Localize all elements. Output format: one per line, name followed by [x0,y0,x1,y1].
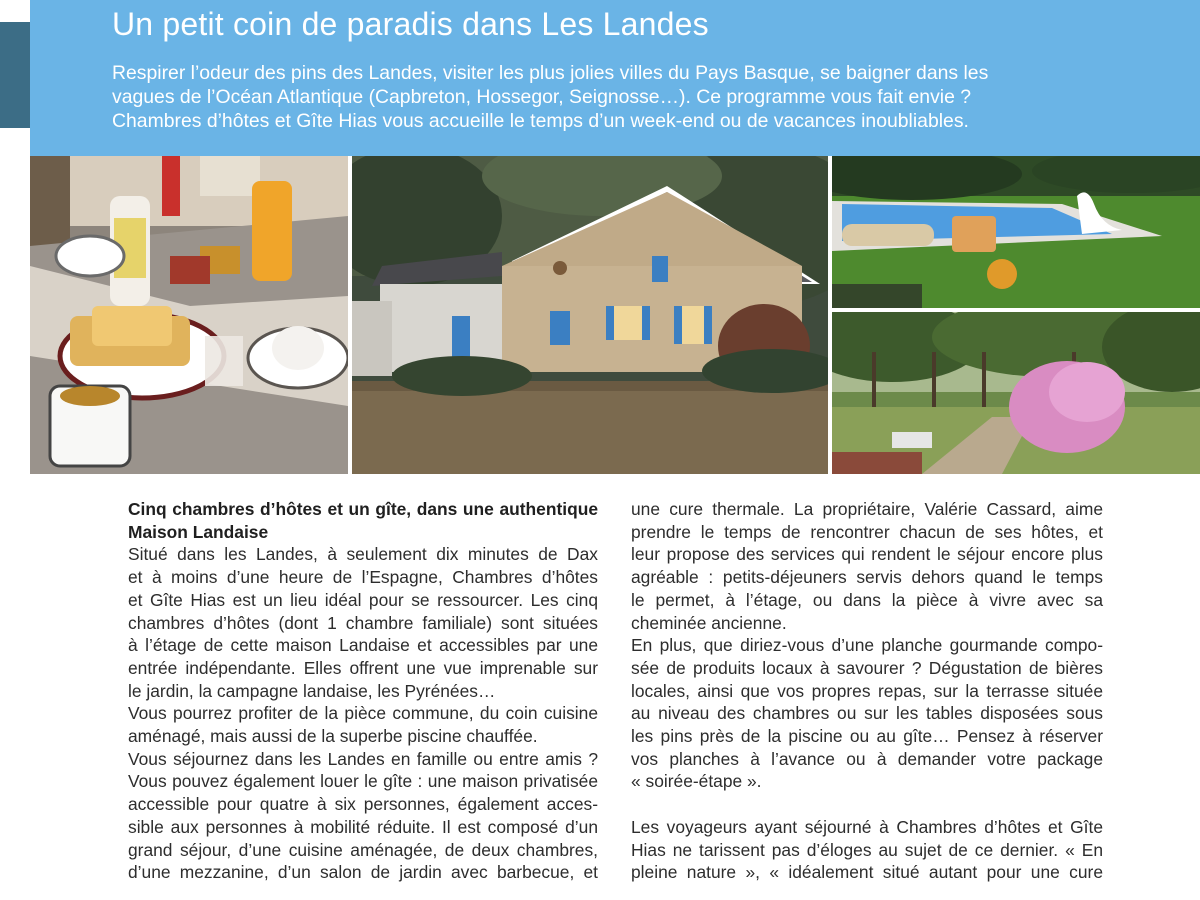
park-trees-photo [832,312,1200,474]
pool-garden-photo [832,156,1200,308]
text-line: « soirée-étape ». [631,771,762,792]
intro-line: Respirer l’odeur des pins des Landes, visiter les plus jolies villes du Pays Basque, se baigner dans les [112,62,989,84]
text-line: Situé dans les Landes, à seulement dix minutes de Dax [128,544,598,565]
left-page-tab [0,22,30,128]
text-line: Les voyageurs ayant séjourné à Chambres d’hôtes et Gîte [631,816,1103,837]
article-heading [128,498,598,543]
text-line: une cure thermale. La propriétaire, Valérie Cassard, aime [631,499,1103,519]
text-line: le permet, à l’étage, ou dans la pièce à vivre avec sa [631,589,1103,610]
article-left-column [128,498,598,884]
intro-paragraph [112,61,1192,133]
text-line: le jardin, la campagne landaise, les Pyrénées… [128,680,496,701]
text-line: Vous pourrez profiter de la pièce commune, du coin cuisine [128,703,598,724]
text-line: grand séjour, d’une cuisine aménagée, de deux chambres, [128,839,598,860]
text-line: d’une mezzanine, d’un salon de jardin avec barbecue, et [128,862,598,883]
text-line: et Gîte Hias est un lieu idéal pour se ressourcer. Les cinq [128,589,598,610]
text-line: leur propose des services qui rendent le séjour encore plus [631,544,1103,565]
breakfast-table-photo [30,156,348,474]
text-line: vos planches à l’avance ou à demander votre package [631,748,1103,769]
text-line: En plus, que diriez-vous d’une planche gourmande compo- [631,635,1103,656]
heading-line: Cinq chambres d’hôtes et un gîte, dans une authentique [128,499,598,519]
text-line: et à moins d’une heure de l’Espagne, Chambres d’hôtes [128,567,598,588]
text-line: aménagé, mais aussi de la superbe piscine chauffée. [128,726,538,747]
text-line: agréable : petits-déjeuners servis dehors quand le temps [631,567,1103,588]
paragraph-gap [631,793,1103,816]
body-paragraph [631,498,1103,884]
text-line: cheminée ancienne. [631,612,787,633]
landes-house-photo [352,156,828,474]
text-line: Hias ne tarissent pas d’éloges au sujet de ce dernier. « En [631,839,1103,860]
title-banner [30,0,1200,156]
text-line: entrée indépendante. Elles offrent une vue imprenable sur [128,657,598,678]
photo-strip [30,156,1200,476]
text-line: prendre le temps de rencontrer chacun de ses hôtes, et [631,521,1103,542]
text-line: pleine nature », « idéalement situé autant pour une cure [631,862,1103,883]
text-line: les pins près de la piscine ou au gîte… Pensez à réserver [631,726,1103,747]
body-paragraph [128,543,598,884]
intro-line: Chambres d’hôtes et Gîte Hias vous accueille le temps d’un week-end ou de vacances inoubliables. [112,110,969,132]
text-line: accessible pour quatre à six personnes, également acces- [128,794,598,815]
intro-line: vagues de l’Océan Atlantique (Capbreton, Hossegor, Seignosse…). Ce programme vous fait envie ? [112,86,972,108]
text-line: au niveau des chambres ou sur les tables disposées sous [631,703,1103,724]
page-title: Un petit coin de paradis dans Les Landes [112,6,709,42]
text-line: Vous pouvez également louer le gîte : une maison privatisée [128,771,598,792]
text-line: sible aux personnes à mobilité réduite. Il est composé d’un [128,816,598,837]
text-line: sée de produits locaux à savourer ? Dégustation de bières [631,657,1103,678]
text-line: locales, ainsi que vos propres repas, sur la terrasse située [631,680,1103,701]
text-line: à l’étage de cette maison Landaise et accessibles par une [128,635,598,656]
text-line: Vous séjournez dans les Landes en famille ou entre amis ? [128,748,598,769]
heading-line: Maison Landaise [128,521,269,542]
article-right-column [631,498,1103,884]
text-line: chambres d’hôtes (dont 1 chambre familiale) sont situées [128,612,598,633]
